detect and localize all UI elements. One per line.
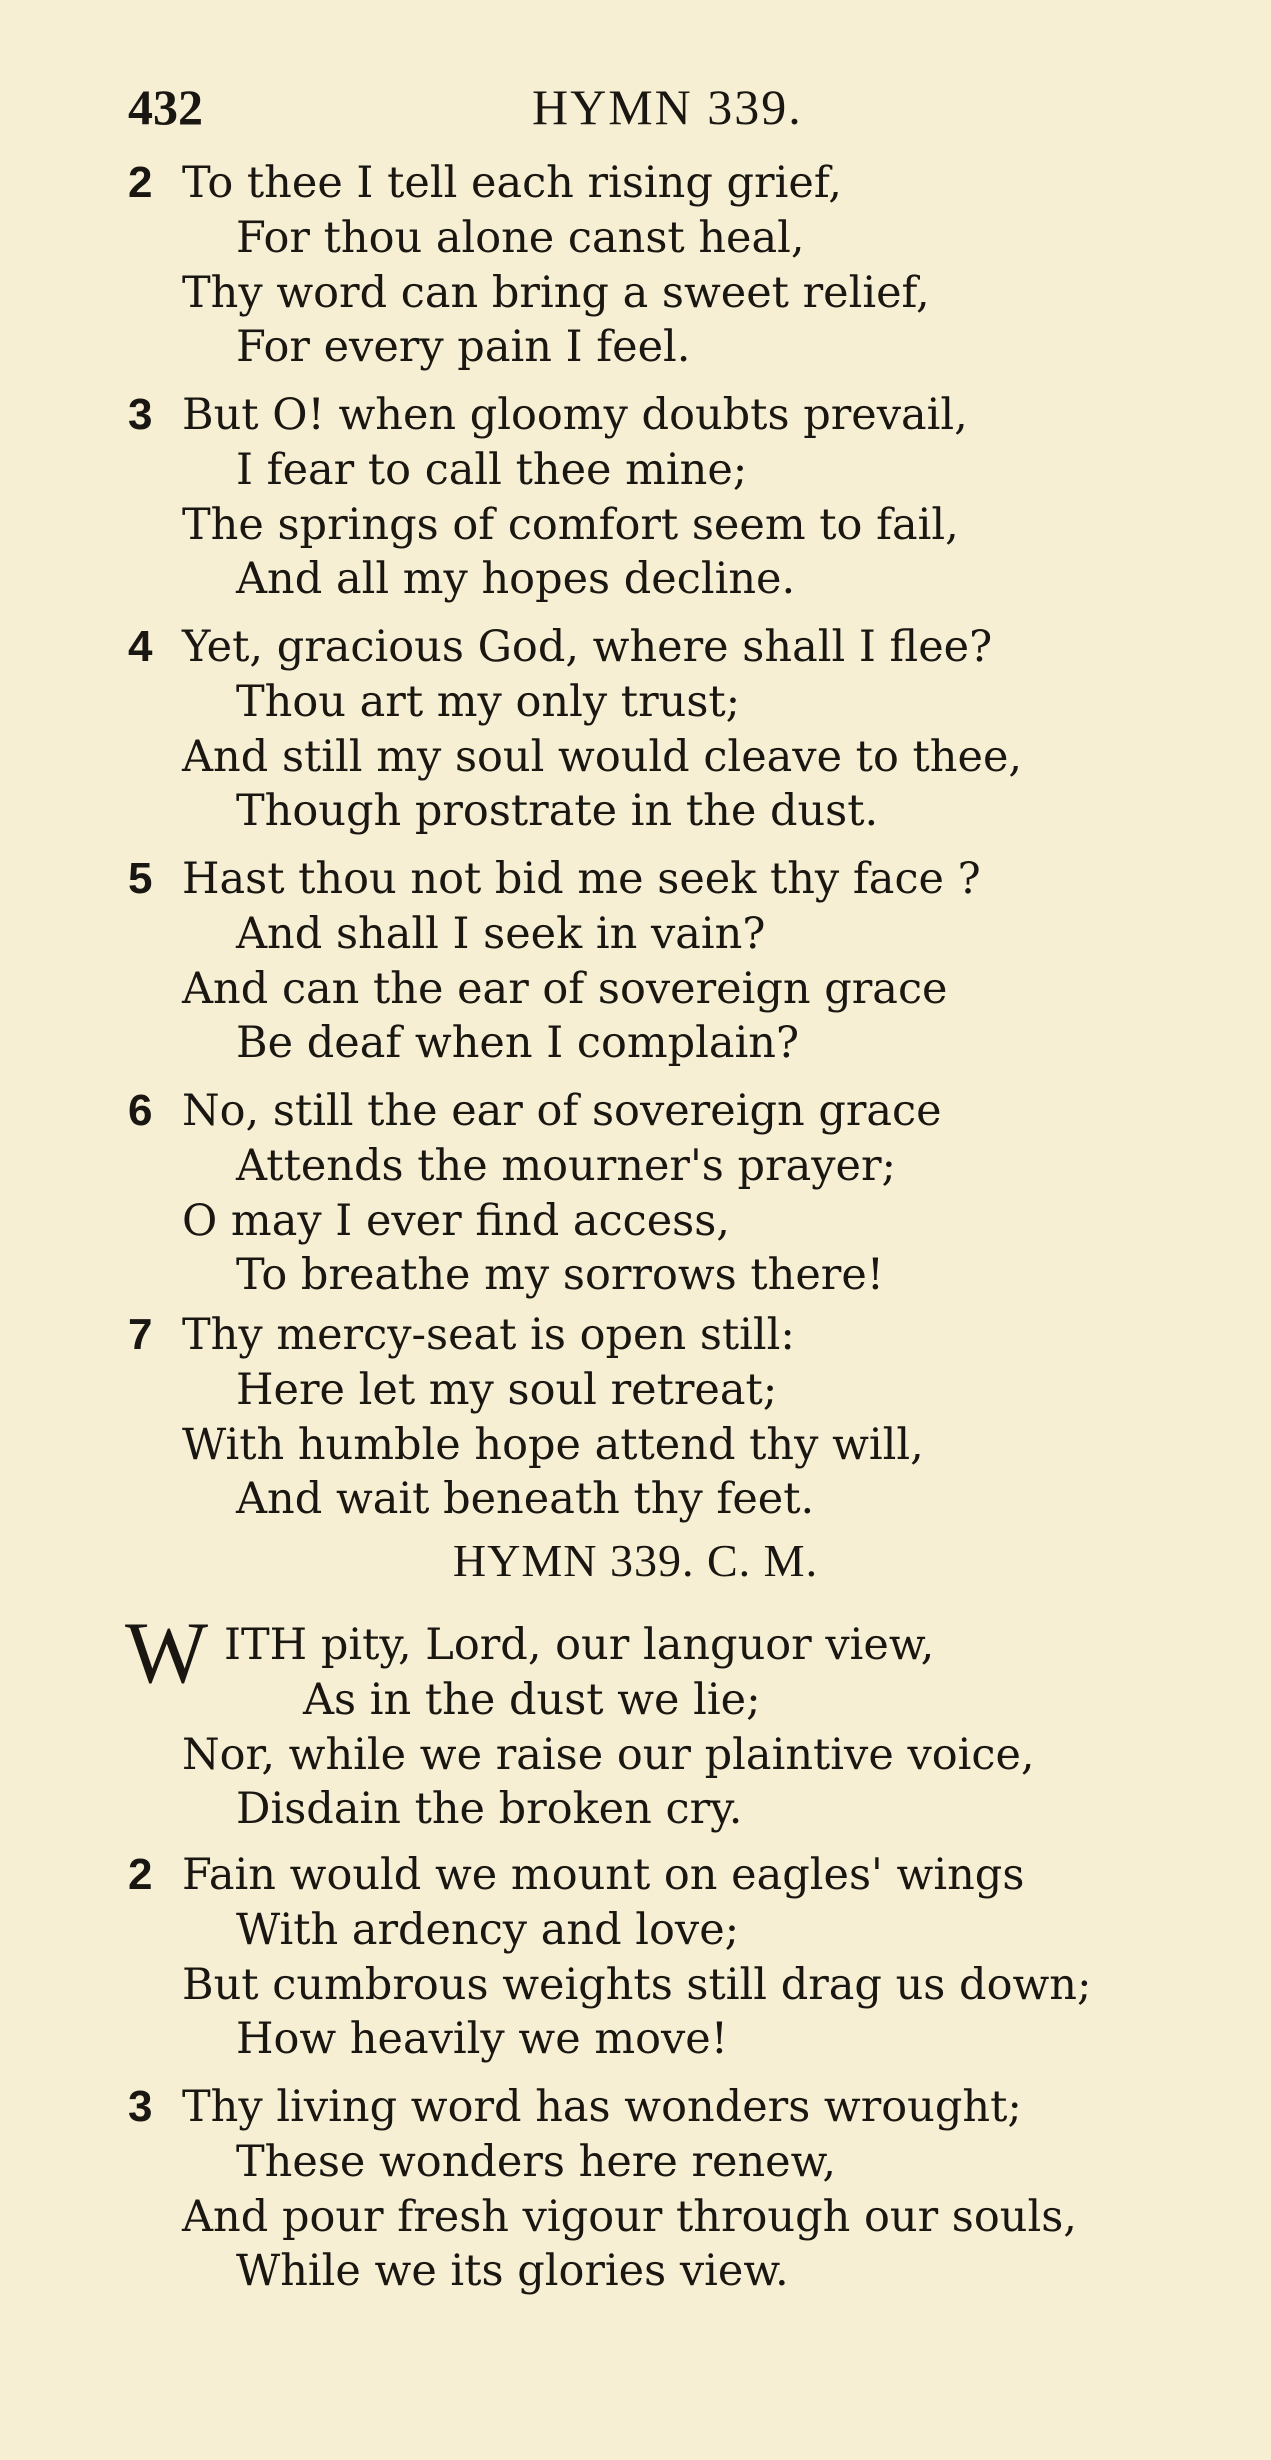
- verse-line: Be deaf when I complain?: [236, 1018, 800, 1068]
- verse-line: And all my hopes decline.: [236, 554, 796, 604]
- verse-line: Attends the mourner's prayer;: [236, 1141, 897, 1191]
- verse-line: Here let my soul retreat;: [236, 1365, 778, 1415]
- verse-line: Though prostrate in the dust.: [236, 786, 879, 836]
- verse-line: As in the dust we lie;: [303, 1675, 761, 1725]
- verse-line: But cumbrous weights still drag us down;: [182, 1960, 1092, 2010]
- verse-line: With humble hope attend thy will,: [182, 1420, 924, 1470]
- verse-line: Nor, while we raise our plaintive voice,: [182, 1730, 1035, 1780]
- stanza-number: 4: [128, 622, 153, 671]
- verse-line: Yet, gracious God, where shall I flee?: [182, 622, 993, 672]
- verse-line: Thou art my only trust;: [236, 677, 741, 727]
- verse-line: And wait beneath thy feet.: [236, 1474, 815, 1524]
- hymn-title: HYMN 339. C. M.: [452, 1535, 819, 1586]
- verse-line: The springs of comfort seem to fail,: [182, 500, 959, 550]
- stanza-number: 5: [128, 854, 153, 903]
- page-header: [128, 78, 988, 138]
- stanza-number: 2: [128, 1850, 153, 1899]
- stanza-number: 6: [128, 1086, 153, 1135]
- stanza-number: 3: [128, 390, 153, 439]
- verse-line: For thou alone canst heal,: [236, 213, 805, 263]
- verse-line: And shall I seek in vain?: [236, 909, 766, 959]
- verse-line: Fain would we mount on eagles' wings: [182, 1850, 1025, 1900]
- verse-line: With ardency and love;: [236, 1905, 740, 1955]
- verse-line: O may I ever find access,: [182, 1196, 730, 1246]
- stanza-number: 2: [128, 158, 153, 207]
- stanza-number: 3: [128, 2082, 153, 2131]
- verse-line: Hast thou not bid me seek thy face ?: [182, 854, 981, 904]
- verse-line: For every pain I feel.: [236, 322, 691, 372]
- verse-line: Thy living word has wonders wrought;: [182, 2082, 1022, 2132]
- verse-line: ITH pity, Lord, our languor view,: [224, 1620, 935, 1670]
- verse-line: While we its glories view.: [236, 2246, 789, 2296]
- verse-line: To thee I tell each rising grief,: [182, 158, 842, 208]
- verse-line: And can the ear of sovereign grace: [182, 964, 948, 1014]
- drop-cap: W: [125, 1605, 209, 1702]
- verse-line: How heavily we move!: [236, 2014, 729, 2064]
- verse-line: And still my soul would cleave to thee,: [182, 732, 1023, 782]
- verse-line: And pour fresh vigour through our souls,: [182, 2192, 1077, 2242]
- verse-line: Thy word can bring a sweet relief,: [182, 268, 930, 318]
- verse-line: To breathe my sorrows there!: [236, 1250, 885, 1300]
- verse-line: But O! when gloomy doubts prevail,: [182, 390, 968, 440]
- verse-line: These wonders here renew,: [236, 2137, 836, 2187]
- stanza-number: 7: [128, 1310, 153, 1359]
- verse-line: No, still the ear of sovereign grace: [182, 1086, 942, 1136]
- page-number: 432: [128, 79, 203, 135]
- verse-line: Thy mercy-seat is open still:: [182, 1310, 795, 1360]
- verse-line: I fear to call thee mine;: [236, 445, 748, 495]
- verse-line: Disdain the broken cry.: [236, 1784, 743, 1834]
- running-head: HYMN 339.: [532, 79, 803, 135]
